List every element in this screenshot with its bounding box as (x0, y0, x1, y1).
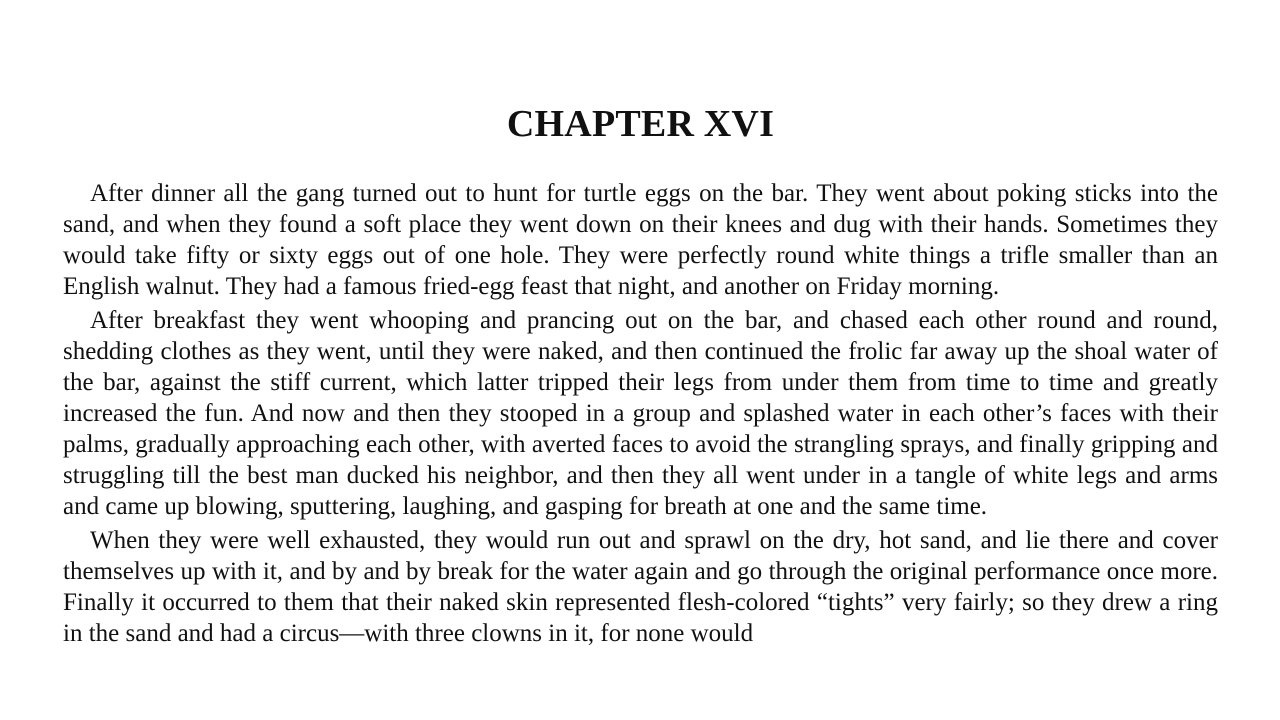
paragraph-1: After dinner all the gang turned out to hunt for turtle eggs on the bar. They went about poking sticks into the sand, and when they found a soft place they went down on their knees and dug with their hands. Sometimes they would take fifty or sixty eggs out of one hole. They were perfectly round white things a trifle smaller than an English walnut. They had a famous fried-egg feast that night, and another on Friday morning. (63, 180, 1218, 300)
chapter-title: CHAPTER XVI (506, 103, 775, 145)
paragraph-2: After breakfast they went whooping and prancing out on the bar, and chased each other round and round, shedding clothes as they went, until they were naked, and then continued the frolic far away up the shoal water of the bar, against the stiff current, which latter tripped their legs from under them from time to time and greatly increased the fun. And now and then they stooped in a group and splashed water in each other’s faces with their palms, gradually approaching each other, with averted faces to avoid the strangling sprays, and finally gripping and struggling till the best man ducked his neighbor, and then they all went under in a tangle of white legs and arms and came up blowing, sputtering, laughing, and gasping for breath at one and the same time. (63, 307, 1218, 520)
document-page (63, 100, 1218, 652)
paragraph-3: When they were well exhausted, they would run out and sprawl on the dry, hot sand, and lie there and cover themselves up with it, and by and by break for the water again and go through the original performance once more. Finally it occurred to them that their naked skin represented flesh-colored “tights” very fairly; so they drew a ring in the sand and had a circus—with three clowns in it, for none would (63, 527, 1218, 647)
